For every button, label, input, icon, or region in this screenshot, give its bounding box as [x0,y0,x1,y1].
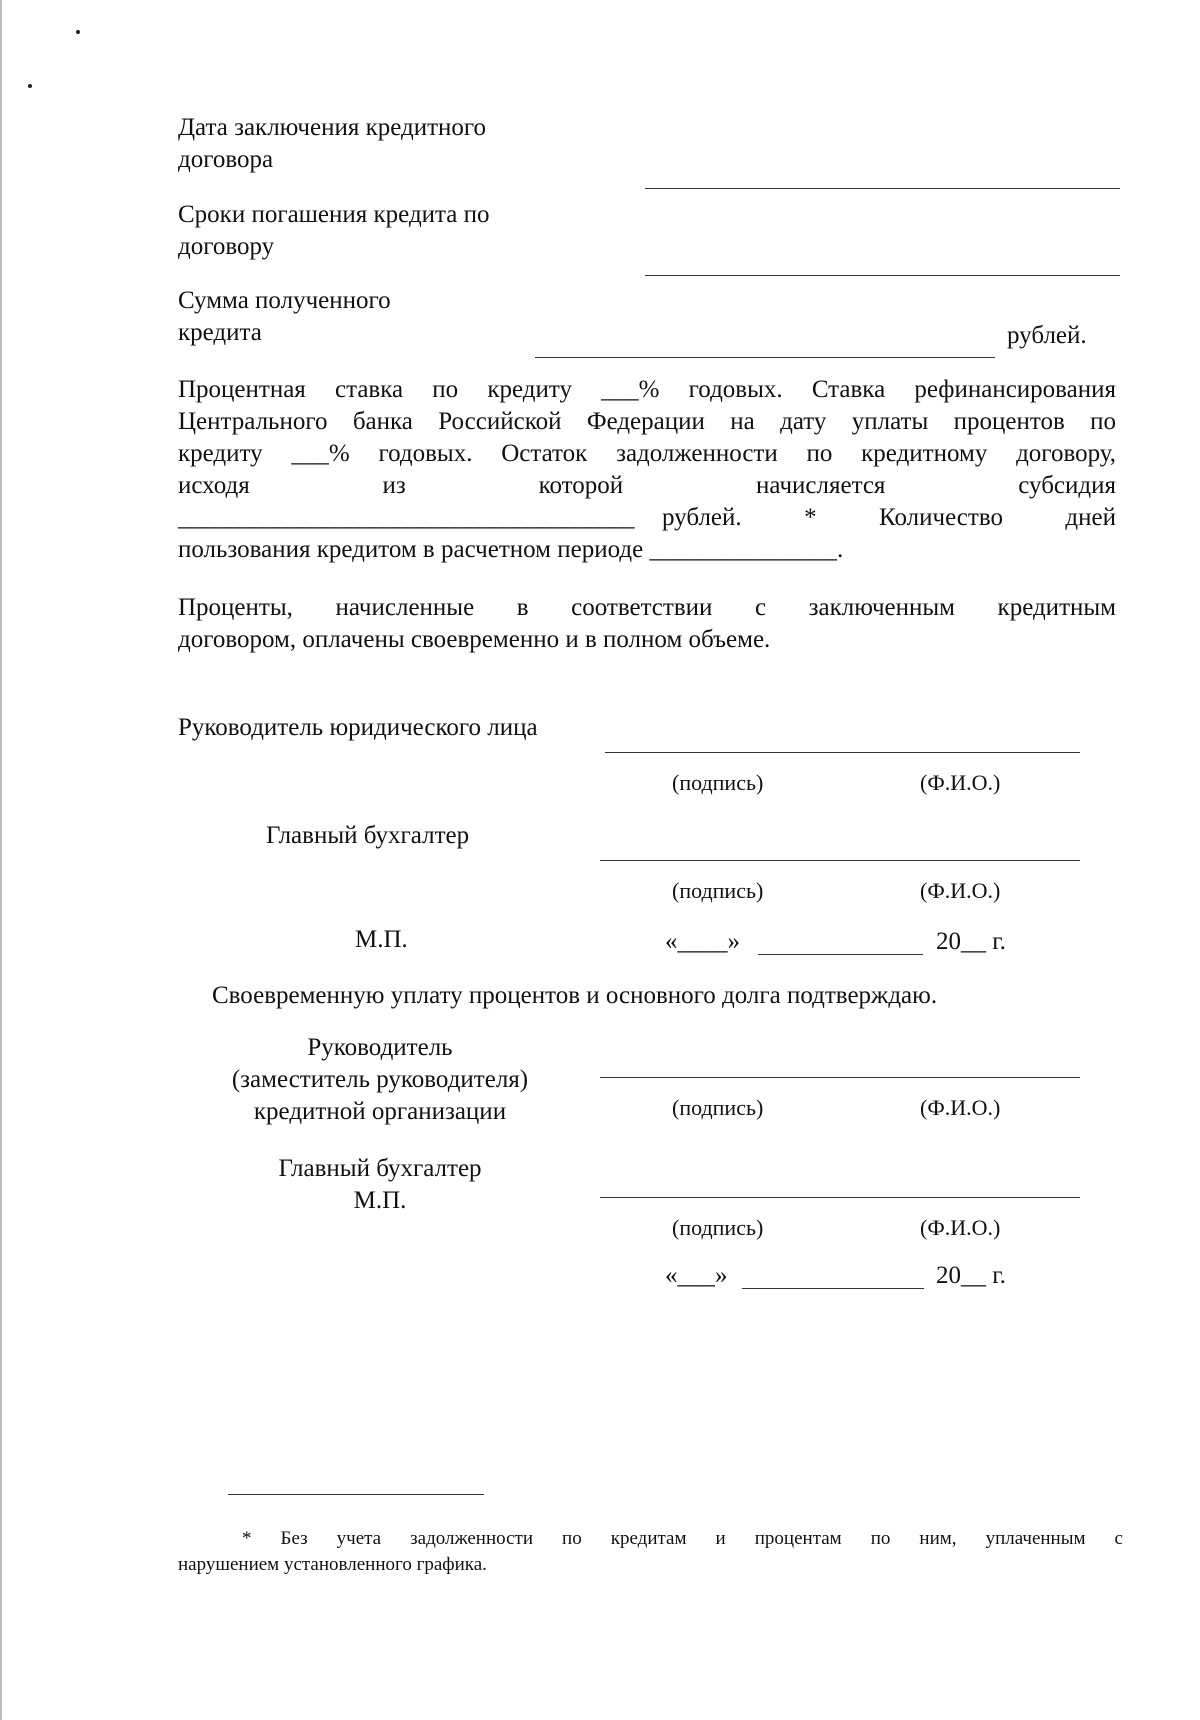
amount-label-line2: кредита [178,319,262,346]
amount-label [178,285,391,349]
date-year: 20__ г. [936,928,1006,955]
contract-date-label-line2: договора [178,146,274,173]
footnote-line1: * Без учета задолженности по кредитам и процентам по ним, уплаченным с [242,1528,1123,1549]
amount-label-line1: Сумма полученного [178,287,391,314]
head-signature-field[interactable] [605,752,1080,753]
credit-org-head-label [205,1032,555,1128]
paragraph-line: договором, оплачены своевременно и в полном объеме. [178,626,771,653]
head-legal-entity-label: Руководитель юридического лица [178,714,538,741]
credit-org-accountant-signature-field[interactable] [600,1197,1080,1198]
credit-org-stamp-line: М.П. [353,1187,407,1214]
date-month-field-2[interactable] [742,1288,924,1289]
scan-speck [76,30,80,34]
paragraph-line [178,502,1116,534]
confirmation-text: Своевременную уплату процентов и основного долга подтверждаю. [212,982,938,1009]
signature-caption: (подпись) [672,770,764,795]
fio-caption: (Ф.И.О.) [920,770,1001,795]
footnote-divider [228,1494,484,1495]
payment-paragraph [178,592,1116,656]
interest-paragraph [178,374,1116,566]
date-day-field-2[interactable]: «___» [665,1262,728,1289]
date-month-field[interactable] [758,954,923,955]
fio-caption: (Ф.И.О.) [920,878,1001,903]
paragraph-line: Центрального банка Российской Федерации на дату уплаты процентов по [178,408,1116,435]
signature-caption: (подпись) [672,878,764,903]
footnote [178,1526,1123,1578]
contract-date-label-line1: Дата заключения кредитного [178,114,487,141]
rubles-label: рублей. [1007,322,1087,349]
date-year-2: 20__ г. [936,1262,1006,1289]
signature-caption: (подпись) [672,1095,764,1120]
contract-date-label [178,112,486,176]
paragraph-line: исходя из которой начисляется субсидия [178,472,1116,499]
signature-caption: (подпись) [672,1215,764,1240]
credit-org-accountant-line: Главный бухгалтер [278,1155,482,1182]
repayment-label-line2: договору [178,233,275,260]
credit-org-head-line3: кредитной организации [253,1098,507,1125]
date-day-field[interactable]: «____» [665,928,740,955]
debt-amount-field[interactable]: ______________________________________ [178,504,634,531]
paragraph-line: Процентная ставка по кредиту ___% годовых. Ставка рефинансирования [178,376,1116,403]
credit-org-head-line2: (заместитель руководителя) [231,1066,529,1093]
stamp-label: М.П. [355,926,408,953]
accountant-signature-field[interactable] [600,860,1080,861]
paragraph-line: кредиту ___% годовых. Остаток задолженности по кредитному договору, [178,440,1116,467]
repayment-label-line1: Сроки погашения кредита по [178,201,490,228]
contract-date-field[interactable] [645,188,1120,189]
chief-accountant-label: Главный бухгалтер [266,822,470,849]
fio-caption: (Ф.И.О.) [920,1215,1001,1240]
credit-org-head-signature-field[interactable] [600,1077,1080,1078]
scan-speck [28,84,32,88]
paragraph-line: Проценты, начисленные в соответствии с заключенным кредитным [178,594,1116,621]
amount-field[interactable] [535,357,995,358]
scan-edge [0,0,2,1720]
repayment-label [178,199,490,263]
paragraph-line: пользования кредитом в расчетном периоде _______________. [178,536,844,563]
credit-org-accountant-label [205,1153,555,1217]
credit-org-head-line1: Руководитель [307,1034,453,1061]
days-count-text: рублей. * Количество дней [662,504,1116,531]
repayment-field[interactable] [645,275,1120,276]
fio-caption: (Ф.И.О.) [920,1095,1001,1120]
footnote-line2: нарушением установленного графика. [178,1554,487,1575]
